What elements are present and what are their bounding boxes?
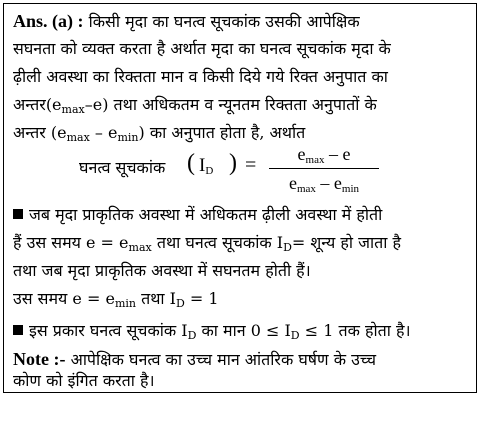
text-line-5: अन्तर $(e_{max} - e_{min})$ का अनुपात होता है, अर्थात	[13, 123, 306, 144]
text-line-3: ढ़ीली अवस्था का रिक्तता मान व किसी दिये गये रिक्त अनुपात का	[13, 67, 388, 86]
formula-fraction	[269, 142, 379, 195]
text-line-1: Ans. (a) : किसी मृदा का घनत्व सूचकांक उसकी आपेक्षिक	[13, 11, 360, 31]
numerator: $e_{max}$ – e	[297, 144, 351, 166]
text-line-2: सघनता को व्यक्त करता है अर्थात मृदा का घनत्व सूचकांक मृदा के	[13, 39, 391, 58]
answer-label: Ans. (a) :	[13, 11, 84, 31]
para2-line-1: जब मृदा प्राकृतिक अवस्था में अधिकतम ढ़ीली अवस्था में होती	[13, 204, 382, 226]
text-line-4: $अन्तर(e_{max}-e)$ तथा अधिकतम व न्यूनतम रिक्तता अनुपातों के	[13, 95, 377, 116]
note-line-2: कोण को इंगित करता है।	[13, 371, 155, 390]
denominator: $e_{max} - e_{min}$	[288, 173, 360, 195]
formula-label: घनत्व सूचकांक	[79, 158, 166, 177]
note-label: Note :-	[13, 349, 66, 369]
density-index-formula: घनत्व सूचकांक ( $I_D$ ) = $e_{max}$ – e $e_{max} - e_{min}$	[79, 142, 379, 198]
para2-line-2: हैं उस समय $e = e_{max}$ तथा घनत्व सूचकांक $I_D=$ शून्य हो जाता है	[13, 233, 401, 254]
answer-box	[3, 3, 477, 393]
para2-line-3: तथा जब मृदा प्राकृतिक अवस्था में सघनतम होती हैं।	[13, 261, 311, 280]
bullet-square-icon	[13, 209, 23, 219]
note-line-1: Note :- आपेक्षिक घनत्व का उच्च मान आंतरिक घर्षण के उच्च	[13, 349, 377, 369]
bullet-square-icon	[13, 325, 23, 335]
para2-line-4: उस समय $e = e_{min}$ तथा $I_D = 1$	[13, 289, 219, 310]
para3-line: इस प्रकार घनत्व सूचकांक $I_D$ का मान $0 \le I_D \le 1$ तक होता है।	[13, 320, 411, 347]
